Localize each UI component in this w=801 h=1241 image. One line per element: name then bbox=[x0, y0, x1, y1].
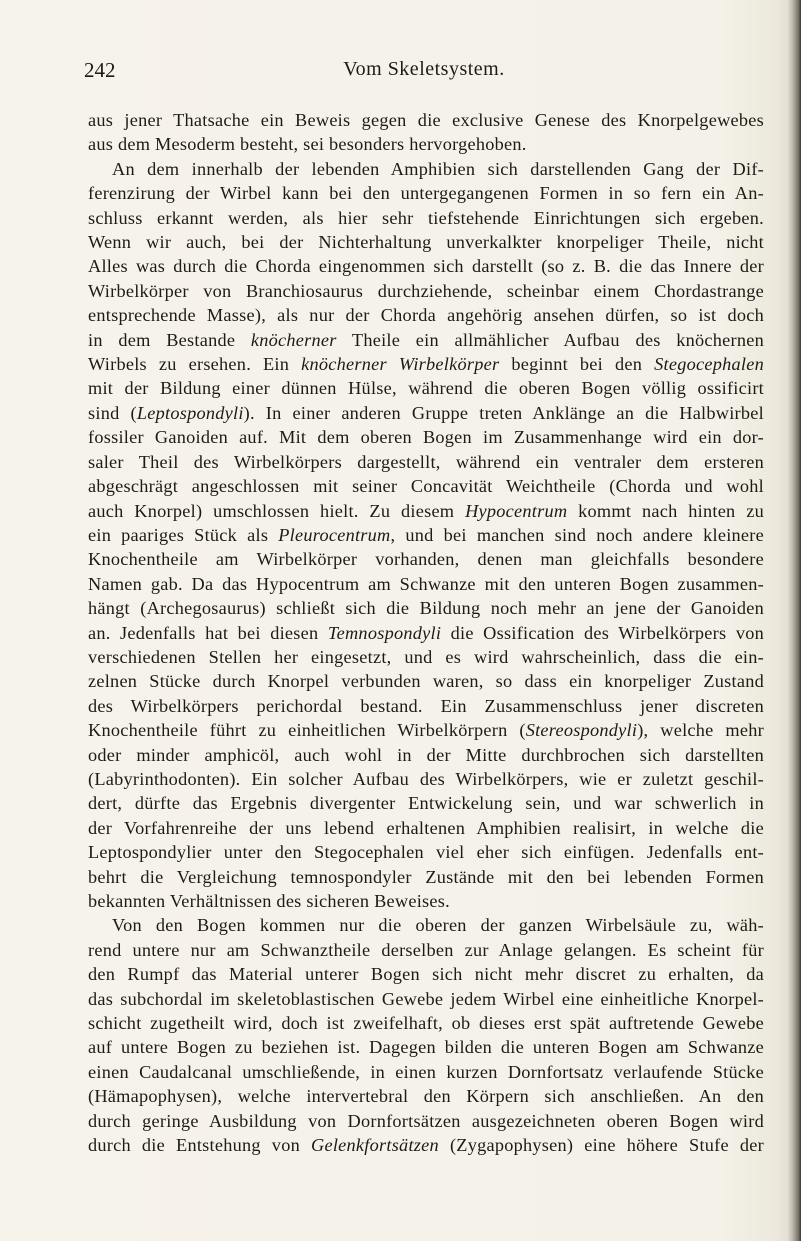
text-line: durch geringe Ausbildung von Dornfortsätzen ausgezeichneten oberen Bogen wird bbox=[88, 1110, 764, 1131]
text-line: schicht zugetheilt wird, doch ist zweifelhaft, ob dieses erst spät auftretende Gewebe bbox=[88, 1013, 764, 1034]
text-line: Wenn wir auch, bei der Nichterhaltung unverkalkter knorpeliger Theile, nicht bbox=[88, 232, 764, 253]
text-line: fossiler Ganoiden auf. Mit dem oberen Bogen im Zusammenhange wird ein dor- bbox=[88, 427, 764, 448]
text-line: Wirbels zu ersehen. Ein knöcherner Wirbelkörper beginnt bei den Stegocephalen bbox=[88, 354, 764, 375]
text-line: durch die Entstehung von Gelenkfortsätzen (Zygapophysen) eine höhere Stufe der bbox=[88, 1135, 764, 1156]
text-line: der Vorfahrenreihe der uns lebend erhaltenen Amphibien realisirt, in welche die bbox=[88, 817, 764, 838]
running-title: Vom Skeletsystem. bbox=[343, 58, 505, 80]
text-line: Knochentheile am Wirbelkörper vorhanden, denen man gleichfalls besondere bbox=[88, 549, 764, 570]
text-line: Wirbelkörper von Branchiosaurus durchziehende, scheinbar einem Chordastrange bbox=[88, 280, 764, 301]
running-head bbox=[84, 58, 764, 82]
text-line: in dem Bestande knöcherner Theile ein allmählicher Aufbau des knöchernen bbox=[88, 329, 764, 350]
text-line: verschiedenen Stellen her eingesetzt, und es wird wahrscheinlich, dass die ein- bbox=[88, 646, 764, 667]
page-edge-shadow bbox=[787, 0, 801, 1241]
text-line: den Rumpf das Material unterer Bogen sich nicht mehr discret zu erhalten, da bbox=[88, 964, 764, 985]
text-line: dert, dürfte das Ergebnis divergenter Entwickelung sein, und war schwerlich in bbox=[88, 793, 764, 814]
text-line: abgeschrägt angeschlossen mit seiner Concavität Weichtheile (Chorda und wohl bbox=[88, 476, 764, 497]
text-line: oder minder amphicöl, auch wohl in der Mitte durchbrochen sich darstellten bbox=[88, 744, 764, 765]
text-line: saler Theil des Wirbelkörpers dargestellt, während ein ventraler dem ersteren bbox=[88, 451, 764, 472]
text-line: (Labyrinthodonten). Ein solcher Aufbau des Wirbelkörpers, wie er zuletzt geschil- bbox=[88, 768, 764, 789]
body-text bbox=[88, 108, 764, 1157]
text-line: Alles was durch die Chorda eingenommen sich darstellt (so z. B. die das Innere der bbox=[88, 256, 764, 277]
text-line: rend untere nur am Schwanztheile derselben zur Anlage gelangen. Es scheint für bbox=[88, 939, 764, 960]
text-line: hängt (Archegosaurus) schließt sich die Bildung noch mehr an jene der Ganoiden bbox=[88, 598, 764, 619]
text-line: behrt die Vergleichung temnospondyler Zustände mit den bei lebenden Formen bbox=[88, 866, 764, 887]
paragraph-3 bbox=[88, 913, 764, 1157]
text-line: (Hämapophysen), welche intervertebral den Körpern sich anschließen. An den bbox=[88, 1086, 764, 1107]
text-line: Namen gab. Da das Hypocentrum am Schwanze mit den unteren Bogen zusammen- bbox=[88, 573, 764, 594]
text-line: schluss erkannt werden, als hier sehr tiefstehende Einrichtungen sich ergeben. bbox=[88, 207, 764, 228]
text-line: ferenzirung der Wirbel kann bei den untergegangenen Formen in so fern ein An- bbox=[88, 183, 764, 204]
text-line: an. Jedenfalls hat bei diesen Temnospondyli die Ossification des Wirbelkörpers von bbox=[88, 622, 764, 643]
paragraph-2 bbox=[88, 157, 764, 914]
text-line: des Wirbelkörpers perichordal bestand. Ein Zusammenschluss jener discreten bbox=[88, 695, 764, 716]
text-line: Knochentheile führt zu einheitlichen Wirbelkörpern (Stereospondyli), welche mehr bbox=[88, 720, 764, 741]
text-line: sind (Leptospondyli). In einer anderen Gruppe treten Anklänge an die Halbwirbel bbox=[88, 402, 764, 423]
text-line: bekannten Verhältnissen des sicheren Beweises. bbox=[88, 891, 450, 911]
text-line: mit der Bildung einer dünnen Hülse, während die oberen Bogen völlig ossificirt bbox=[88, 378, 764, 399]
text-line: auch Knorpel) umschlossen hielt. Zu diesem Hypocentrum kommt nach hinten zu bbox=[88, 500, 764, 521]
text-line: auf untere Bogen zu beziehen ist. Dagegen bilden die unteren Bogen am Schwanze bbox=[88, 1037, 764, 1058]
page-number: 242 bbox=[84, 58, 116, 82]
text-line: zelnen Stücke durch Knorpel verbunden waren, so dass ein knorpeliger Zustand bbox=[88, 671, 764, 692]
text-line: Leptospondylier unter den Stegocephalen viel eher sich einfügen. Jedenfalls ent- bbox=[88, 842, 764, 863]
text-line: ein paariges Stück als Pleurocentrum, und bei manchen sind noch andere kleinere bbox=[88, 524, 764, 545]
text-line: aus jener Thatsache ein Beweis gegen die exclusive Genese des Knorpelgewebes bbox=[88, 110, 764, 130]
text-line: einen Caudalcanal umschließende, in einen kurzen Dornfortsatz verlaufende Stücke bbox=[88, 1061, 764, 1082]
text-line: Von den Bogen kommen nur die oberen der ganzen Wirbelsäule zu, wäh- bbox=[112, 915, 764, 936]
text-line: entsprechende Masse), als nur der Chorda angehörig ansehen dürfen, so ist doch bbox=[88, 305, 764, 326]
text-line: aus dem Mesoderm besteht, sei besonders hervorgehoben. bbox=[88, 134, 527, 155]
text-line: das subchordal im skeletoblastischen Gewebe jedem Wirbel eine einheitliche Knorpel- bbox=[88, 988, 764, 1009]
paragraph-1 bbox=[88, 108, 764, 157]
text-line: An dem innerhalb der lebenden Amphibien sich darstellenden Gang der Dif- bbox=[112, 158, 764, 179]
